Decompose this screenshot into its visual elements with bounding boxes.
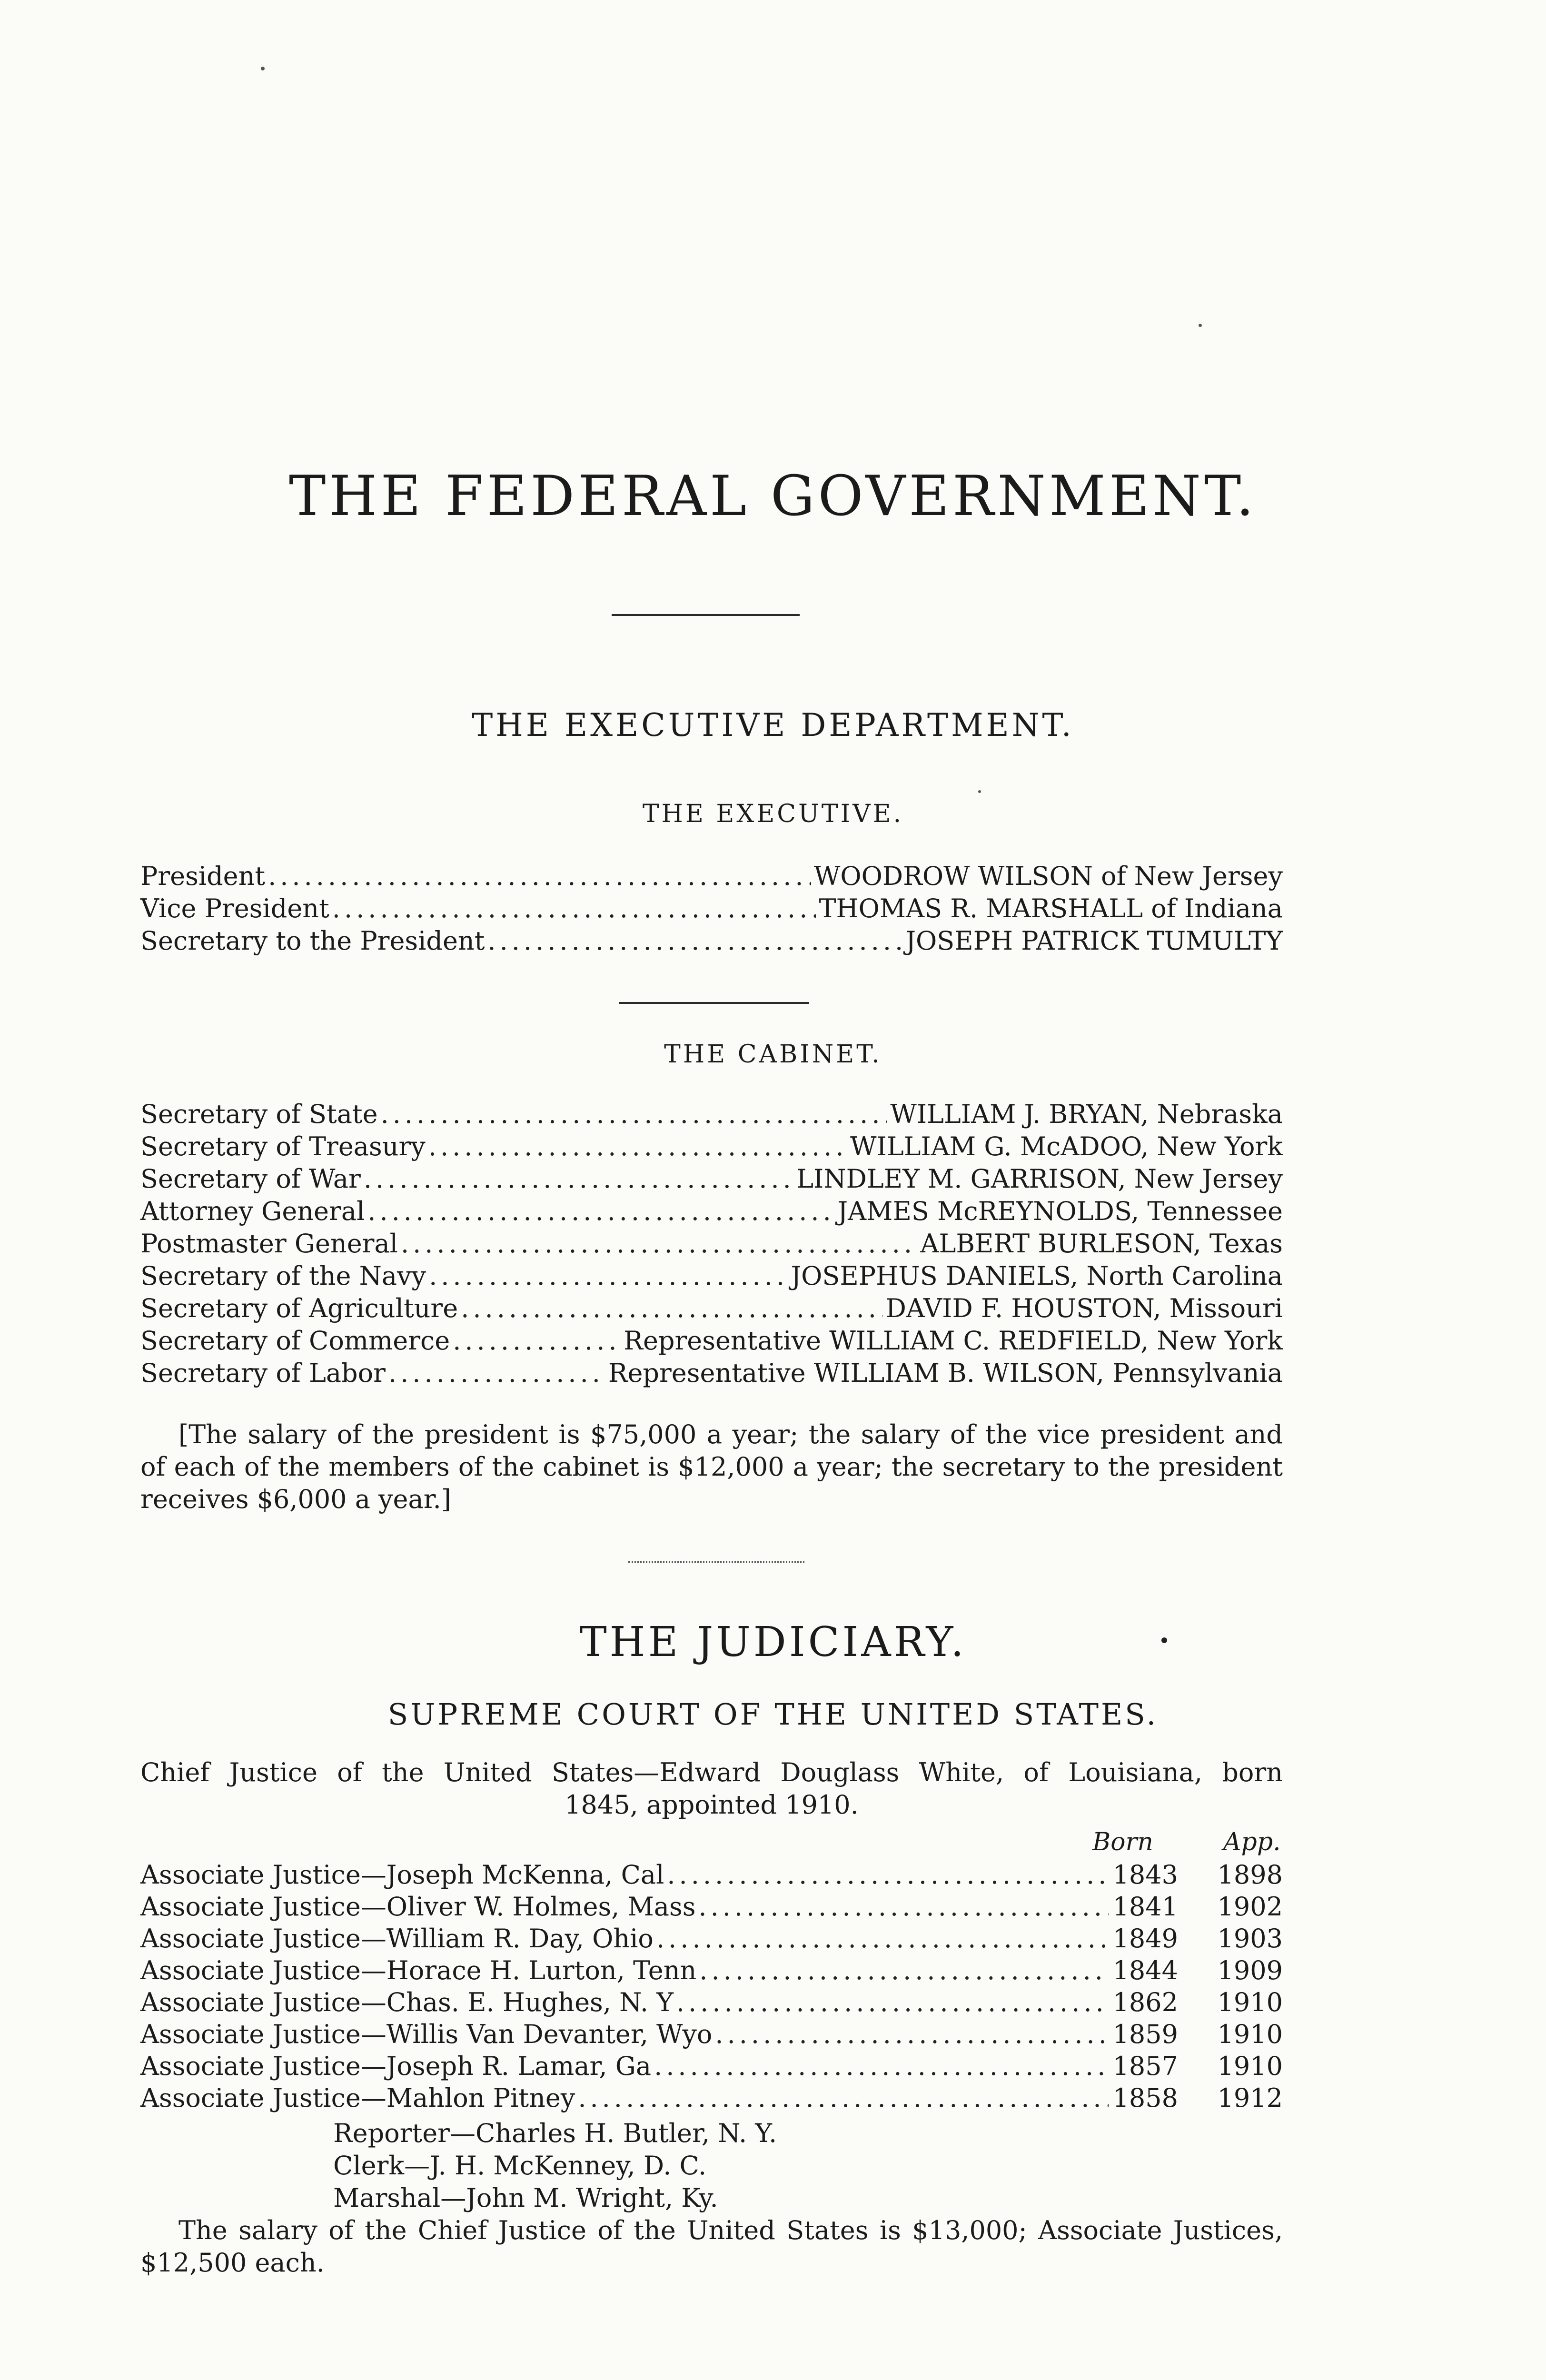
officeholder: Representative WILLIAM B. WILSON, Pennsylvania xyxy=(608,1358,1283,1388)
leader-dots xyxy=(699,1956,1109,1985)
leader-dots xyxy=(461,1294,882,1323)
leader-dots xyxy=(487,926,902,956)
justice-name: Associate Justice—Oliver W. Holmes, Mass xyxy=(140,1892,696,1922)
leader-dots xyxy=(654,2052,1109,2081)
leader-dots xyxy=(401,1229,918,1259)
officeholder: JAMES McREYNOLDS, Tennessee xyxy=(837,1196,1283,1226)
appointed-year: 1902 xyxy=(1217,1892,1283,1922)
executive-entry xyxy=(140,894,1283,923)
born-year: 1857 xyxy=(1112,2051,1178,2081)
officeholder: JOSEPH PATRICK TUMULTY xyxy=(905,926,1283,956)
born-year: 1843 xyxy=(1112,1860,1178,1890)
officeholder: DAVID F. HOUSTON, Missouri xyxy=(885,1293,1283,1323)
page-title: THE FEDERAL GOVERNMENT. xyxy=(288,464,1258,528)
officeholder: JOSEPHUS DANIELS, North Carolina xyxy=(791,1261,1283,1291)
born-year: 1858 xyxy=(1112,2083,1178,2113)
leader-dots xyxy=(698,1892,1109,1922)
cabinet-entry xyxy=(140,1229,1283,1259)
chief-justice-line: Chief Justice of the United States—Edward Douglass White, of Louisiana, born xyxy=(140,1757,1283,1787)
office-label: Secretary of Treasury xyxy=(140,1131,426,1161)
leader-dots xyxy=(388,1359,605,1388)
cabinet-entry xyxy=(140,1132,1283,1161)
justice-row xyxy=(140,1956,1283,1985)
office-label: Vice President xyxy=(140,893,329,923)
cabinet-entry xyxy=(140,1359,1283,1388)
officeholder: Representative WILLIAM C. REDFIELD, New York xyxy=(624,1326,1283,1356)
executive-department-heading: THE EXECUTIVE DEPARTMENT. xyxy=(472,707,1074,744)
column-header-appointed: App. xyxy=(1223,1828,1281,1856)
justice-name: Associate Justice—Joseph McKenna, Cal xyxy=(140,1860,664,1890)
born-year: 1859 xyxy=(1112,2019,1178,2049)
officeholder: LINDLEY M. GARRISON, New Jersey xyxy=(796,1164,1283,1194)
justice-name: Associate Justice—William R. Day, Ohio xyxy=(140,1924,654,1954)
office-label: Secretary of War xyxy=(140,1164,361,1194)
officeholder: WILLIAM G. McADOO, New York xyxy=(850,1131,1283,1161)
divider xyxy=(628,1561,804,1563)
leader-dots xyxy=(656,1924,1109,1954)
office-label: Secretary of Commerce xyxy=(140,1326,450,1356)
leader-dots xyxy=(364,1164,793,1194)
officeholder: ALBERT BURLESON, Texas xyxy=(920,1229,1283,1259)
born-year: 1841 xyxy=(1112,1892,1178,1922)
office-label: Secretary of Agriculture xyxy=(140,1293,458,1323)
justice-name: Associate Justice—Mahlon Pitney xyxy=(140,2083,575,2113)
leader-dots xyxy=(453,1326,621,1356)
scan-speck xyxy=(1199,324,1202,327)
justice-row xyxy=(140,1892,1283,1922)
justice-row xyxy=(140,2083,1283,2113)
cabinet-entry xyxy=(140,1164,1283,1194)
office-label: President xyxy=(140,861,266,891)
scan-speck xyxy=(978,790,981,793)
appointed-year: 1910 xyxy=(1217,1987,1283,2017)
born-year: 1862 xyxy=(1112,1987,1178,2017)
leader-dots xyxy=(268,862,811,891)
cabinet-entry xyxy=(140,1261,1283,1291)
leader-dots xyxy=(428,1132,847,1161)
appointed-year: 1910 xyxy=(1217,2051,1283,2081)
cabinet-entry xyxy=(140,1197,1283,1226)
leader-dots xyxy=(578,2083,1109,2113)
leader-dots xyxy=(667,1860,1109,1890)
chief-justice xyxy=(140,1756,1283,1821)
court-officer: Marshal—John M. Wright, Ky. xyxy=(333,2183,718,2213)
court-officer: Reporter—Charles H. Butler, N. Y. xyxy=(333,2118,777,2148)
appointed-year: 1912 xyxy=(1217,2083,1283,2113)
justice-name: Associate Justice—Chas. E. Hughes, N. Y xyxy=(140,1987,674,2017)
leader-dots xyxy=(367,1197,834,1226)
office-label: Secretary of Labor xyxy=(140,1358,386,1388)
office-label: Secretary of the Navy xyxy=(140,1261,426,1291)
justice-row xyxy=(140,1924,1283,1954)
cabinet-heading: THE CABINET. xyxy=(664,1040,882,1069)
leader-dots xyxy=(676,1988,1109,2017)
executive-heading: THE EXECUTIVE. xyxy=(642,800,904,828)
appointed-year: 1903 xyxy=(1217,1924,1283,1954)
justice-name: Associate Justice—Willis Van Devanter, Wyo xyxy=(140,2019,713,2049)
appointed-year: 1909 xyxy=(1217,1955,1283,1985)
judiciary-salary-note: The salary of the Chief Justice of the United States is $13,000; Associate Justices, $12,500 each. xyxy=(140,2215,1283,2278)
cabinet-entry xyxy=(140,1100,1283,1129)
office-label: Secretary of State xyxy=(140,1099,378,1129)
supreme-court-heading: SUPREME COURT OF THE UNITED STATES. xyxy=(387,1697,1159,1732)
cabinet-entry xyxy=(140,1294,1283,1323)
column-header-born: Born xyxy=(1092,1828,1153,1856)
justice-name: Associate Justice—Horace H. Lurton, Tenn xyxy=(140,1955,697,1985)
justice-row xyxy=(140,2052,1283,2081)
justice-name: Associate Justice—Joseph R. Lamar, Ga xyxy=(140,2051,652,2081)
scan-speck xyxy=(261,67,265,70)
officeholder: WILLIAM J. BRYAN, Nebraska xyxy=(890,1099,1283,1129)
born-year: 1849 xyxy=(1112,1924,1178,1954)
born-year: 1844 xyxy=(1112,1955,1178,1985)
leader-dots xyxy=(429,1261,788,1291)
executive-entry xyxy=(140,926,1283,956)
court-officer: Clerk—J. H. McKenney, D. C. xyxy=(333,2151,707,2181)
justice-row xyxy=(140,2020,1283,2049)
justice-row xyxy=(140,1860,1283,1890)
justice-row xyxy=(140,1988,1283,2017)
officeholder: THOMAS R. MARSHALL of Indiana xyxy=(819,893,1283,923)
appointed-year: 1898 xyxy=(1217,1860,1283,1890)
leader-dots xyxy=(715,2020,1109,2049)
cabinet-entry xyxy=(140,1326,1283,1356)
judiciary-heading: THE JUDICIARY. xyxy=(579,1618,967,1666)
office-label: Postmaster General xyxy=(140,1229,398,1259)
executive-salary-note: [The salary of the president is $75,000 a year; the salary of the vice president and of each of the members of the cabinet is $12,000 a year; the secretary to the president receives $6,000 a year.] xyxy=(140,1419,1283,1514)
chief-justice-line: 1845, appointed 1910. xyxy=(565,1790,859,1820)
office-label: Secretary to the President xyxy=(140,926,485,956)
leader-dots xyxy=(332,894,816,923)
divider xyxy=(612,614,800,616)
appointed-year: 1910 xyxy=(1217,2019,1283,2049)
divider xyxy=(619,1002,809,1004)
leader-dots xyxy=(381,1100,888,1129)
executive-entry xyxy=(140,862,1283,891)
office-label: Attorney General xyxy=(140,1196,365,1226)
officeholder: WOODROW WILSON of New Jersey xyxy=(813,861,1283,891)
